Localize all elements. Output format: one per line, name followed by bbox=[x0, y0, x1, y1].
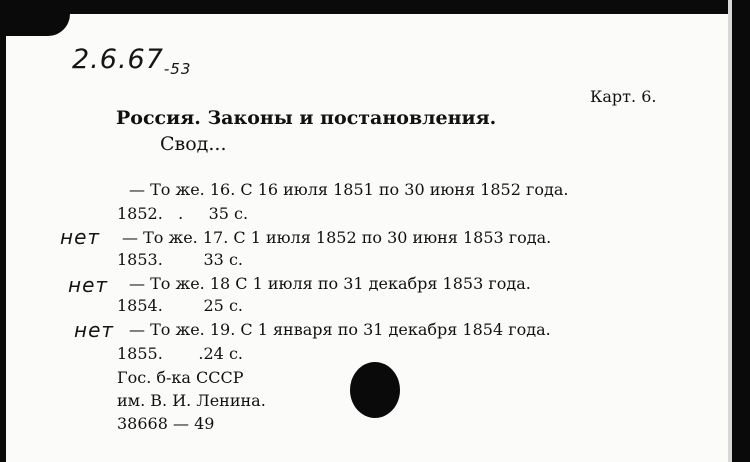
entry-3-title: — То же. 18 С 1 июля по 31 декабря 1853 года. bbox=[129, 274, 531, 293]
call-number-main: 2.6.67 bbox=[72, 44, 164, 75]
handwritten-mark-3: нет bbox=[74, 318, 115, 342]
entry-3-detail: 1854. 25 с. bbox=[117, 296, 243, 315]
entry-2-title: — То же. 17. С 1 июля 1852 по 30 июня 1853 года. bbox=[122, 228, 552, 247]
card-heading: Россия. Законы и постановления. bbox=[116, 107, 497, 129]
handwritten-mark-2: нет bbox=[68, 273, 109, 297]
holder-library-name: им. В. И. Ленина. bbox=[117, 391, 266, 410]
punch-hole bbox=[350, 362, 400, 418]
call-number-suffix: -53 bbox=[163, 60, 192, 78]
card-subheading: Свод... bbox=[160, 133, 227, 155]
scan-edge-right bbox=[732, 0, 750, 462]
entry-1-detail: 1852. . 35 с. bbox=[117, 204, 249, 223]
entry-1-title: — То же. 16. С 16 июля 1851 по 30 июня 1852 года. bbox=[129, 180, 569, 199]
entry-4-detail: 1855. .24 с. bbox=[117, 344, 243, 363]
handwritten-call-number bbox=[72, 44, 191, 78]
scan-edge-corner bbox=[0, 14, 70, 36]
entry-2-detail: 1853. 33 с. bbox=[117, 250, 243, 269]
scan-edge-top bbox=[0, 0, 750, 14]
entry-4-title: — То же. 19. С 1 января по 31 декабря 1854 года. bbox=[129, 320, 551, 339]
holder-accession-number: 38668 — 49 bbox=[117, 414, 215, 433]
handwritten-mark-1: нет bbox=[60, 225, 101, 249]
scan-edge-left bbox=[0, 0, 6, 462]
holder-library: Гос. б-ка СССР bbox=[117, 368, 244, 387]
card-number: Карт. 6. bbox=[590, 87, 657, 106]
